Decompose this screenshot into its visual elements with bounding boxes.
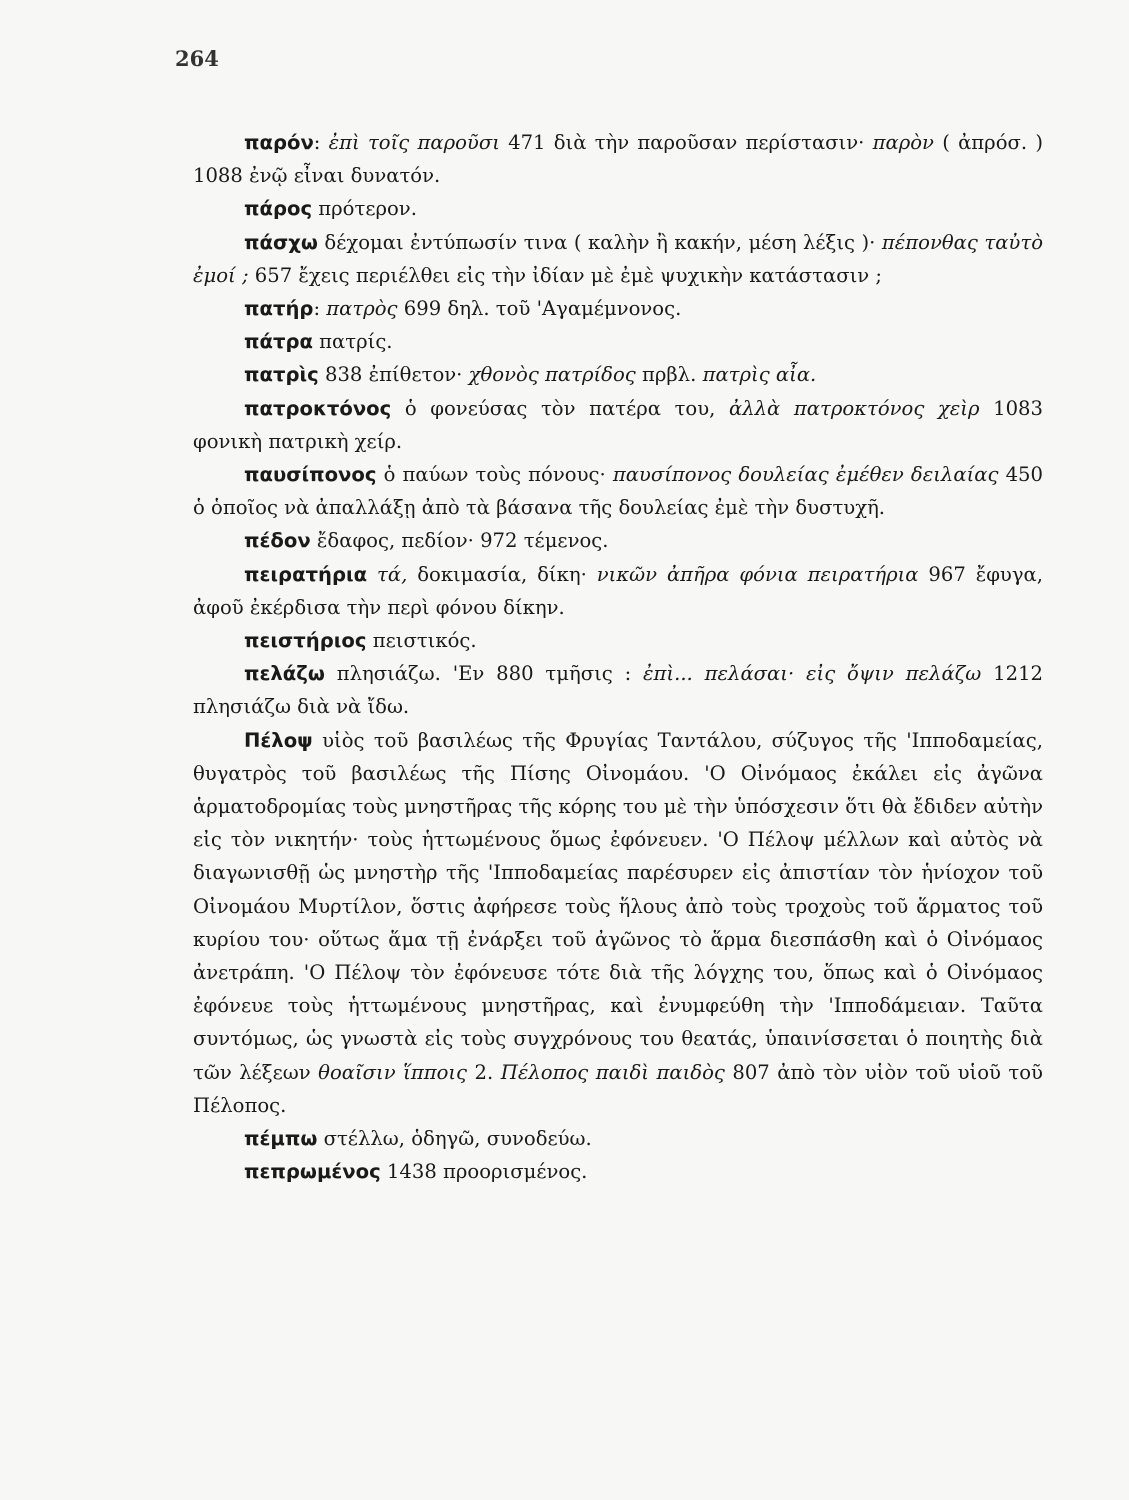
entry-headword: πεπρωμένος: [244, 1160, 381, 1184]
glossary-entry: [193, 226, 1043, 292]
entry-headword: πειρατήρια: [244, 562, 368, 586]
entry-text: δοκιμασία, δίκη·: [407, 562, 597, 586]
glossary-entry: [193, 1155, 1043, 1188]
entry-citation: παρὸν: [872, 131, 934, 154]
entry-citation: πέπονθας ταὐτὸ ἐμοί ;: [193, 230, 1043, 287]
glossary-entry: [193, 292, 1043, 325]
entry-citation: ἐπὶ τοῖς παροῦσι: [328, 131, 500, 154]
entry-text: πρβλ.: [635, 363, 703, 387]
entry-text: 1438 προορισμένος.: [380, 1160, 588, 1184]
entry-headword: πάσχω: [244, 230, 318, 254]
entry-headword: πάτρα: [244, 330, 313, 354]
entry-citation: πατρὶς αἶα.: [702, 363, 817, 387]
entry-headword: πατροκτόνος: [244, 396, 392, 420]
glossary-entry: [193, 192, 1043, 225]
entry-text: δέχομαι ἐντύπωσίν τινα ( καλὴν ἢ κακήν, μέση λέξις )·: [317, 230, 882, 254]
glossary-entry: [193, 392, 1043, 458]
entry-text: ἔδαφος, πεδίον· 972 τέμενος.: [310, 529, 609, 553]
entry-citation: ἐπὶ... πελάσαι· εἰς ὄψιν πελάζω: [643, 662, 982, 686]
entry-text: :: [313, 131, 329, 154]
entry-headword: πατήρ: [244, 297, 314, 321]
glossary-entry: [193, 1122, 1043, 1155]
entry-text: ( ἀπρόσ. ) 1088 ἐνῷ εἶναι δυνατόν.: [193, 131, 1043, 188]
entry-text: ὁ παύων τοὺς πόνους·: [376, 463, 613, 487]
entry-text: 2.: [467, 1060, 501, 1084]
glossary-entry: [193, 126, 1043, 192]
entry-text: πειστικός.: [366, 629, 477, 653]
entry-citation: ἀλλὰ πατροκτόνος χεὶρ: [728, 396, 980, 420]
entry-headword: παρόν: [244, 131, 314, 154]
entry-text: 657 ἔχεις περιέλθει εἰς τὴν ἰδίαν μὲ ἐμὲ ψυχικὴν κατάστασιν ;: [248, 263, 883, 287]
entry-citation: παυσίπονος δουλείας ἐμέθεν δειλαίας: [612, 463, 999, 487]
entry-citation: χθονὸς πατρίδος: [468, 363, 636, 387]
entry-citation: Πέλοπος παιδὶ παιδὸς: [500, 1060, 725, 1084]
entry-text: [367, 563, 377, 586]
entry-headword: πελάζω: [244, 662, 325, 686]
glossary-entry: [193, 458, 1043, 524]
entry-text: πλησιάζω. 'Εν 880 τμῆσις :: [324, 662, 644, 686]
entry-text: 967 ἔφυγα, ἀφοῦ ἐκέρδισα τὴν περὶ φόνου δίκην.: [193, 562, 1044, 619]
entry-text: 471 διὰ τὴν παροῦσαν περίστασιν·: [499, 131, 873, 154]
entry-citation: θοαῖσιν ἵπποις: [318, 1060, 468, 1084]
entry-text: στέλλω, ὁδηγῶ, συνοδεύω.: [317, 1127, 592, 1151]
entry-text: 807 ἀπὸ τὸν υἱὸν τοῦ υἱοῦ τοῦ Πέλοπος.: [193, 1060, 1043, 1117]
entry-text: πατρίς.: [312, 330, 393, 354]
entry-text: :: [313, 297, 327, 321]
glossary-entry: [193, 358, 1043, 391]
entry-text: υἱὸς τοῦ βασιλέως τῆς Φρυγίας Ταντάλου, σύζυγος τῆς 'Ιπποδαμείας, θυγατρὸς τοῦ βασιλέως τῆς Πίσης Οἰνομάου. 'Ο Οἰνόμαος ἐκάλει εἰς ἀγῶνα ἁρματοδρομίας τοὺς μνηστῆρας τῆς κόρης του μὲ τὴν ὑπόσχεσιν ὅτι θὰ ἔδιδεν αὐτὴν εἰς τὸν νικητήν· τοὺς ἡττωμένους ὅμως ἐφόνευεν. 'Ο Πέλοψ μέλλων καὶ αὐτὸς νὰ διαγωνισθῇ ὡς μνηστὴρ τῆς 'Ιπποδαμείας παρέσυρεν εἰς ἀπιστίαν τὸν ἡνίοχον τοῦ Οἰνομάου Μυρτίλον, ὅστις ἀφήρεσε τοὺς ἥλους ἀπὸ τοὺς τροχοὺς τοῦ ἅρματος τοῦ κυρίου του· οὕτως ἅμα τῇ ἐνάρξει τοῦ ἀγῶνος τὸ ἅρμα διεσπάσθη καὶ ὁ Οἰνόμαος ἀνετράπη. 'Ο Πέλοψ τὸν ἐφόνευσε τότε διὰ τῆς λόγχης του, ὅπως καὶ ὁ Οἰνόμαος ἐφόνευε τοὺς ἡττωμένους μνηστῆρας, καὶ ἐνυμφεύθη τὴν 'Ιπποδάμειαν. Ταῦτα συντόμως, ὡς γνωστὰ εἰς τοὺς συγχρόνους του θεατάς, ὑπαινίσσεται ὁ ποιητὴς διὰ τῶν λέξεων: [193, 728, 1043, 1084]
entry-headword: Πέλοψ: [244, 728, 313, 752]
glossary-entry: [193, 325, 1043, 358]
entry-citation: τά,: [377, 562, 408, 586]
entry-headword: πειστήριος: [244, 629, 367, 653]
glossary-entry: [193, 657, 1043, 723]
glossary-entry: [193, 558, 1043, 624]
entry-citation: νικῶν ἀπῆρα φόνια πειρατήρια: [596, 562, 919, 586]
entry-headword: πέμπω: [244, 1127, 318, 1151]
glossary-entry: [193, 524, 1043, 557]
page-number: 264: [175, 46, 219, 71]
glossary-entry: [193, 724, 1043, 1122]
entry-headword: πατρὶς: [244, 363, 319, 387]
glossary-text: [193, 126, 1043, 1189]
entry-citation: πατρὸς: [326, 297, 398, 321]
entry-text: 1083 φονικὴ πατρικὴ χείρ.: [193, 396, 1043, 453]
glossary-entry: [193, 624, 1043, 657]
entry-text: 699 δηλ. τοῦ 'Αγαμέμνονος.: [397, 297, 682, 321]
entry-headword: πέδον: [244, 529, 311, 553]
entry-text: πρότερον.: [312, 197, 417, 221]
entry-text: 838 ἐπίθετον·: [318, 363, 469, 387]
entry-headword: παυσίπονος: [244, 463, 377, 487]
entry-text: 1212 πλησιάζω διὰ νὰ ἴδω.: [193, 662, 1044, 719]
entry-headword: πάρος: [244, 197, 313, 221]
entry-text: 450 ὁ ὁποῖος νὰ ἀπαλλάξῃ ἀπὸ τὰ βάσανα τῆς δουλείας ἐμὲ τὴν δυστυχῆ.: [193, 463, 1043, 520]
entry-text: ὁ φονεύσας τὸν πατέρα του,: [391, 396, 729, 420]
